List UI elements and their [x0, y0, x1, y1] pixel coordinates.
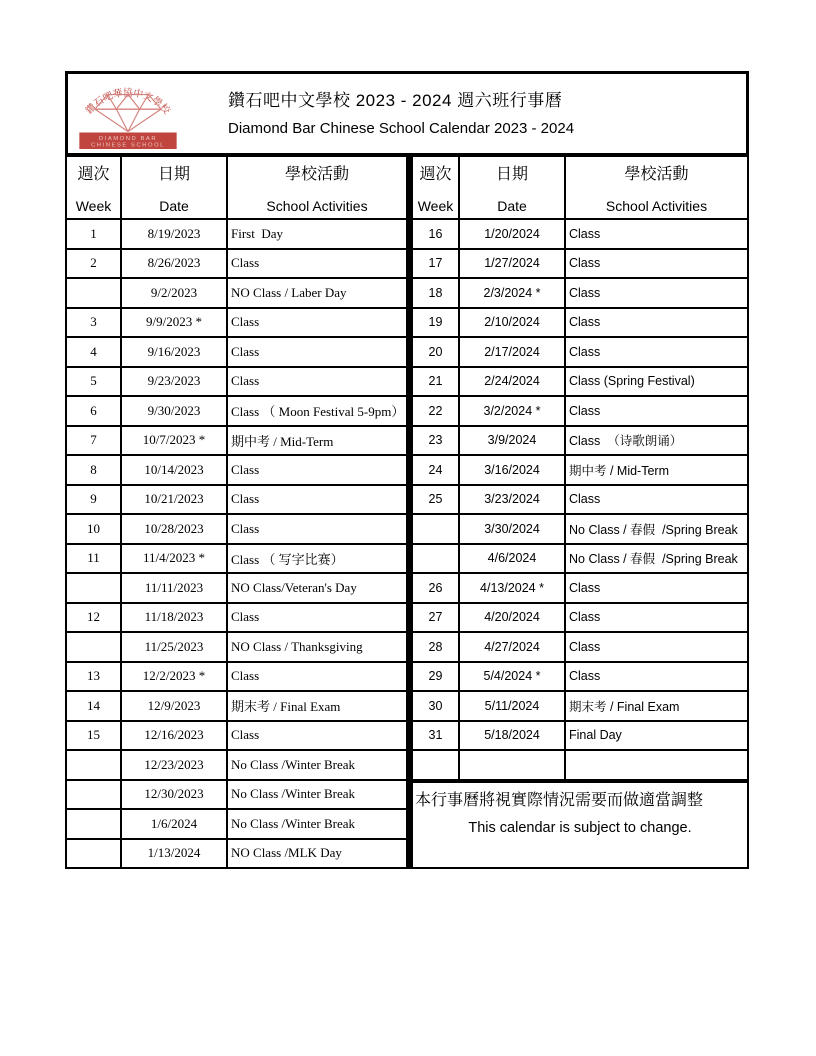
- week-cell: 9: [66, 485, 121, 515]
- table-row: [412, 308, 748, 338]
- week-cell: [412, 514, 459, 544]
- logo-banner-line2: CHINESE SCHOOL: [91, 142, 165, 149]
- activity-cell: Class: [565, 308, 748, 338]
- activity-cell: No Class /Winter Break: [227, 750, 407, 780]
- table-row: [66, 219, 407, 249]
- week-cell: [66, 573, 121, 603]
- table-row: [412, 544, 748, 574]
- date-cell: 3/9/2024: [459, 426, 565, 456]
- table-row: [66, 426, 407, 456]
- activity-cell: Class: [565, 278, 748, 308]
- table-row: [66, 839, 407, 869]
- activity-cell: Class: [227, 367, 407, 397]
- activity-cell: Class （ Moon Festival 5-9pm）: [227, 396, 407, 426]
- table-row: [66, 662, 407, 692]
- date-cell: 5/4/2024 *: [459, 662, 565, 692]
- activity-cell: Class: [565, 485, 748, 515]
- date-cell: 4/27/2024: [459, 632, 565, 662]
- table-row: [66, 278, 407, 308]
- date-cell: 12/9/2023: [121, 691, 227, 721]
- table-row: [66, 455, 407, 485]
- activity-cell: Final Day: [565, 721, 748, 751]
- activity-cell: No Class /Winter Break: [227, 809, 407, 839]
- week-cell: 30: [412, 691, 459, 721]
- title-chinese: 鑽石吧中文學校 2023 - 2024 週六班行事曆: [228, 90, 563, 110]
- week-cell: 28: [412, 632, 459, 662]
- week-cell: 4: [66, 337, 121, 367]
- activity-cell: NO Class/Veteran's Day: [227, 573, 407, 603]
- activity-cell: 期末考 / Final Exam: [565, 691, 748, 721]
- activity-cell: NO Class / Thanksgiving: [227, 632, 407, 662]
- week-cell: 20: [412, 337, 459, 367]
- date-cell: 1/6/2024: [121, 809, 227, 839]
- date-cell: 12/23/2023: [121, 750, 227, 780]
- week-cell: 16: [412, 219, 459, 249]
- activity-cell: First Day: [227, 219, 407, 249]
- title-block: [228, 92, 574, 136]
- table-row: [412, 632, 748, 662]
- activity-cell: No Class / 春假 /Spring Break: [565, 514, 748, 544]
- date-cell: 9/2/2023: [121, 278, 227, 308]
- activity-cell: Class: [227, 485, 407, 515]
- date-cell: 5/18/2024: [459, 721, 565, 751]
- table-row: [412, 337, 748, 367]
- week-cell: 24: [412, 455, 459, 485]
- table-row: [412, 455, 748, 485]
- week-cell: [66, 750, 121, 780]
- activity-cell: NO Class /MLK Day: [227, 839, 407, 869]
- table-row: [412, 249, 748, 279]
- activity-cell: Class: [565, 396, 748, 426]
- activity-cell: 期中考 / Mid-Term: [227, 426, 407, 456]
- table-row: [412, 573, 748, 603]
- note-english: This calendar is subject to change.: [468, 819, 692, 836]
- date-cell: 2/17/2024: [459, 337, 565, 367]
- week-cell: 25: [412, 485, 459, 515]
- table-row: [66, 337, 407, 367]
- date-cell: 9/16/2023: [121, 337, 227, 367]
- week-cell: 18: [412, 278, 459, 308]
- activity-cell: Class: [227, 603, 407, 633]
- week-header: 週次 Week: [66, 156, 121, 219]
- activity-cell: [565, 750, 748, 780]
- date-cell: 12/16/2023: [121, 721, 227, 751]
- date-cell: 10/7/2023 *: [121, 426, 227, 456]
- activity-cell: Class: [565, 573, 748, 603]
- table-row: [66, 573, 407, 603]
- header-row: [66, 156, 407, 219]
- calendar-table-left: [65, 155, 408, 869]
- week-cell: 27: [412, 603, 459, 633]
- table-row: [66, 367, 407, 397]
- activity-cell: Class （诗歌朗诵）: [565, 426, 748, 456]
- week-cell: 12: [66, 603, 121, 633]
- activity-cell: Class: [565, 662, 748, 692]
- activity-cell: Class: [227, 514, 407, 544]
- week-cell: 29: [412, 662, 459, 692]
- date-cell: 9/23/2023: [121, 367, 227, 397]
- table-row: [412, 603, 748, 633]
- date-cell: 10/14/2023: [121, 455, 227, 485]
- note-box: [411, 781, 749, 870]
- date-header: 日期 Date: [459, 156, 565, 219]
- activity-cell: Class （ 写字比赛）: [227, 544, 407, 574]
- week-cell: 1: [66, 219, 121, 249]
- activity-cell: No Class / 春假 /Spring Break: [565, 544, 748, 574]
- week-cell: [66, 632, 121, 662]
- table-row: [66, 396, 407, 426]
- title-english: Diamond Bar Chinese School Calendar 2023 - 2024: [228, 119, 575, 137]
- table-row: [412, 367, 748, 397]
- activity-cell: Class (Spring Festival): [565, 367, 748, 397]
- table-row: [66, 809, 407, 839]
- table-row: [66, 603, 407, 633]
- activity-cell: Class: [227, 721, 407, 751]
- week-cell: 17: [412, 249, 459, 279]
- logo-arc-text: 鑽石吧華協中文學校: [84, 87, 172, 116]
- table-row: [66, 691, 407, 721]
- date-cell: 4/6/2024: [459, 544, 565, 574]
- date-cell: 12/30/2023: [121, 780, 227, 810]
- activity-cell: Class: [227, 337, 407, 367]
- calendar-table-right: [411, 155, 749, 781]
- week-cell: 7: [66, 426, 121, 456]
- activity-cell: No Class /Winter Break: [227, 780, 407, 810]
- week-cell: 15: [66, 721, 121, 751]
- week-cell: 31: [412, 721, 459, 751]
- table-row: [66, 632, 407, 662]
- date-cell: 3/30/2024: [459, 514, 565, 544]
- table-row: [66, 721, 407, 751]
- document-header: [65, 71, 749, 155]
- date-cell: [459, 750, 565, 780]
- date-cell: 10/21/2023: [121, 485, 227, 515]
- date-cell: 1/27/2024: [459, 249, 565, 279]
- activity-cell: Class: [227, 249, 407, 279]
- table-row: [412, 514, 748, 544]
- table-row: [412, 396, 748, 426]
- week-cell: [412, 544, 459, 574]
- week-cell: 6: [66, 396, 121, 426]
- week-cell: 8: [66, 455, 121, 485]
- week-cell: 2: [66, 249, 121, 279]
- activity-cell: Class: [227, 662, 407, 692]
- date-cell: 9/30/2023: [121, 396, 227, 426]
- activity-cell: Class: [565, 337, 748, 367]
- date-cell: 12/2/2023 *: [121, 662, 227, 692]
- date-cell: 11/4/2023 *: [121, 544, 227, 574]
- table-row: [412, 750, 748, 780]
- week-cell: 14: [66, 691, 121, 721]
- date-header: 日期 Date: [121, 156, 227, 219]
- date-cell: 3/16/2024: [459, 455, 565, 485]
- right-column: [408, 155, 749, 869]
- table-row: [412, 219, 748, 249]
- table-row: [66, 514, 407, 544]
- calendar-tables: [65, 155, 749, 869]
- table-row: [412, 662, 748, 692]
- date-cell: 3/2/2024 *: [459, 396, 565, 426]
- date-cell: 8/19/2023: [121, 219, 227, 249]
- week-header: 週次 Week: [412, 156, 459, 219]
- week-cell: 23: [412, 426, 459, 456]
- date-cell: 2/10/2024: [459, 308, 565, 338]
- calendar-document: [65, 71, 749, 869]
- logo-banner-line1: DIAMOND BAR: [98, 135, 158, 142]
- activity-cell: Class: [227, 455, 407, 485]
- left-table-body: [66, 219, 407, 868]
- date-cell: 1/20/2024: [459, 219, 565, 249]
- table-row: [412, 721, 748, 751]
- date-cell: 11/11/2023: [121, 573, 227, 603]
- table-row: [66, 485, 407, 515]
- week-cell: [412, 750, 459, 780]
- date-cell: 1/13/2024: [121, 839, 227, 869]
- header-row: [412, 156, 748, 219]
- table-row: [412, 278, 748, 308]
- note-chinese: 本行事曆將視實際情況需要而做適當調整: [415, 791, 704, 809]
- table-row: [66, 750, 407, 780]
- date-cell: 8/26/2023: [121, 249, 227, 279]
- week-cell: 11: [66, 544, 121, 574]
- table-row: [412, 426, 748, 456]
- right-table-body: [412, 219, 748, 780]
- activity-cell: NO Class / Laber Day: [227, 278, 407, 308]
- week-cell: 19: [412, 308, 459, 338]
- table-row: [66, 780, 407, 810]
- activities-header: 學校活動 School Activities: [227, 156, 407, 219]
- table-row: [66, 544, 407, 574]
- table-row: [66, 249, 407, 279]
- activity-cell: 期末考 / Final Exam: [227, 691, 407, 721]
- activity-cell: Class: [565, 249, 748, 279]
- week-cell: 10: [66, 514, 121, 544]
- activity-cell: Class: [565, 603, 748, 633]
- date-cell: 2/3/2024 *: [459, 278, 565, 308]
- date-cell: 3/23/2024: [459, 485, 565, 515]
- date-cell: 11/18/2023: [121, 603, 227, 633]
- activity-cell: Class: [565, 632, 748, 662]
- week-cell: [66, 809, 121, 839]
- activities-header: 學校活動 School Activities: [565, 156, 748, 219]
- week-cell: 3: [66, 308, 121, 338]
- date-cell: 10/28/2023: [121, 514, 227, 544]
- date-cell: 4/20/2024: [459, 603, 565, 633]
- table-row: [412, 485, 748, 515]
- date-cell: 9/9/2023 *: [121, 308, 227, 338]
- date-cell: 2/24/2024: [459, 367, 565, 397]
- activity-cell: 期中考 / Mid-Term: [565, 455, 748, 485]
- week-cell: 21: [412, 367, 459, 397]
- week-cell: 13: [66, 662, 121, 692]
- week-cell: 22: [412, 396, 459, 426]
- date-cell: 5/11/2024: [459, 691, 565, 721]
- school-logo-icon: [76, 78, 180, 150]
- table-row: [66, 308, 407, 338]
- table-row: [412, 691, 748, 721]
- activity-cell: Class: [565, 219, 748, 249]
- activity-cell: Class: [227, 308, 407, 338]
- date-cell: 11/25/2023: [121, 632, 227, 662]
- week-cell: 5: [66, 367, 121, 397]
- week-cell: [66, 278, 121, 308]
- week-cell: [66, 839, 121, 869]
- date-cell: 4/13/2024 *: [459, 573, 565, 603]
- week-cell: [66, 780, 121, 810]
- week-cell: 26: [412, 573, 459, 603]
